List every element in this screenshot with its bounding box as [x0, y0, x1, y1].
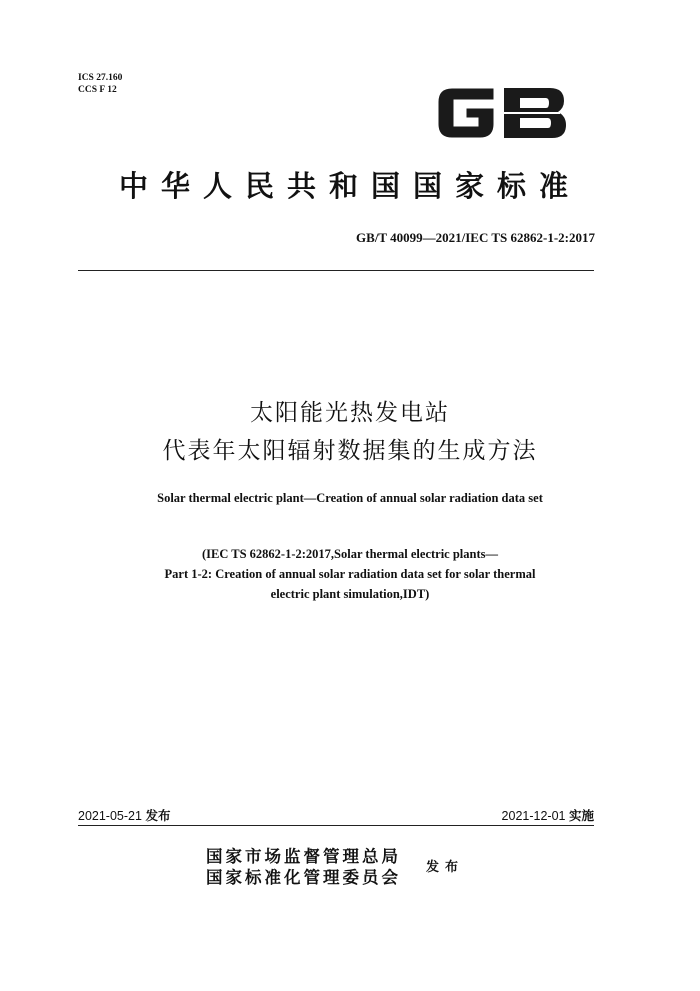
footer-divider [78, 825, 594, 826]
implementation-date-label: 实施 [568, 808, 594, 823]
standard-number: GB/T 40099—2021/IEC TS 62862-1-2:2017 [356, 230, 595, 245]
header-divider [78, 270, 594, 271]
classification-codes [78, 72, 122, 96]
issue-date-value: 2021-05-21 [78, 809, 142, 823]
issue-date [78, 806, 170, 824]
chinese-title-line2: 代表年太阳辐射数据集的生成方法 [162, 438, 538, 464]
adoption-line1: (IEC TS 62862-1-2:2017,Solar thermal electric plants— [201, 547, 499, 561]
issuer-sac: 国家标准化管理委员会 [206, 868, 401, 887]
issue-word: 发布 [426, 859, 465, 874]
adoption-line2: Part 1-2: Creation of annual solar radiation data set for solar thermal [164, 567, 536, 581]
chinese-title-line1: 太阳能光热发电站 [250, 400, 450, 426]
implementation-date-value: 2021-12-01 [501, 809, 566, 823]
implementation-date [502, 806, 594, 824]
gb-logo [432, 78, 572, 148]
issue-date-label: 发布 [145, 808, 171, 823]
issuer-samr: 国家市场监督管理总局 [206, 847, 401, 866]
adoption-line3: electric plant simulation,IDT) [270, 587, 430, 601]
national-standard-title: 中华人民共和国国家标准 [118, 171, 581, 203]
ics-code: ICS 27.160 [78, 73, 123, 83]
ccs-code: CCS F 12 [78, 85, 117, 95]
english-title: Solar thermal electric plant—Creation of annual solar radiation data set [157, 491, 543, 505]
issuing-organizations [206, 846, 401, 888]
